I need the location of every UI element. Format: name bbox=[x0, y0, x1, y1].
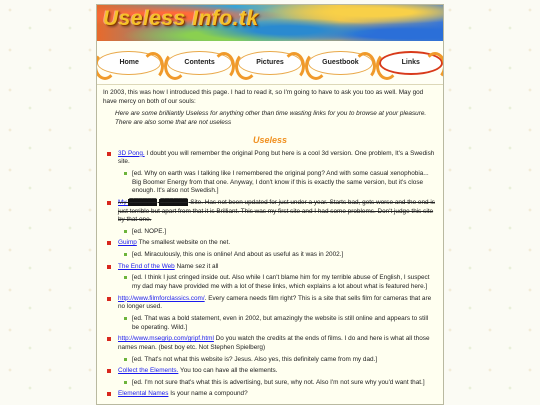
editor-note bbox=[124, 356, 437, 365]
sub-bullet-icon bbox=[124, 230, 127, 233]
nav-guestbook-button[interactable]: Guestbook bbox=[308, 51, 372, 75]
link-filmforclassics[interactable]: http://www.filmforclassics.com/ bbox=[118, 294, 205, 302]
sub-bullet-icon bbox=[124, 172, 127, 175]
redacted-block: ██████ bbox=[160, 198, 188, 206]
site-title: Useless Info.tk bbox=[103, 7, 259, 30]
link-end-of-web[interactable]: The End of the Web bbox=[118, 262, 175, 270]
link-3d-pong[interactable]: 3D Pong. bbox=[118, 149, 145, 157]
list-item-body bbox=[118, 390, 437, 399]
editor-note-text: [ed. Why on earth was I talking like I remembered the original pong? And with some casual xenophobia... Big Boomer Energy from that one. Anyway, I don't know if this is exactly the same version, but it's close enough. It's also not Swedish.] bbox=[132, 169, 429, 195]
sub-bullet-icon bbox=[124, 317, 127, 320]
list-item bbox=[107, 263, 437, 272]
list-item-text: Is your name a compound? bbox=[168, 390, 248, 398]
nav-home-button[interactable]: Home bbox=[97, 51, 161, 75]
list-item bbox=[107, 367, 437, 376]
list-item-body bbox=[118, 150, 437, 167]
main-nav bbox=[97, 41, 443, 85]
sub-bullet-icon bbox=[124, 276, 127, 279]
list-item-body bbox=[118, 239, 437, 248]
list-item-body bbox=[118, 295, 437, 312]
list-item-text: . Every camera needs film right? This is a site that sells film for cameras that are no longer used. bbox=[118, 294, 432, 311]
list-item-text: Do you watch the credits at the ends of films. I do and here is what all those names mean. (best boy etc. Not Stephen Spielberg) bbox=[118, 335, 430, 351]
bullet-icon bbox=[107, 297, 111, 301]
bullet-icon bbox=[107, 152, 111, 156]
main-content bbox=[97, 85, 443, 399]
sub-bullet-icon bbox=[124, 253, 127, 256]
list-item-body bbox=[118, 367, 437, 376]
list-item bbox=[107, 390, 437, 399]
link-my-site[interactable]: My bbox=[118, 198, 129, 206]
link-guimp[interactable]: Guimp bbox=[118, 239, 137, 247]
bullet-icon bbox=[107, 392, 111, 396]
intro-text: In 2003, this was how I introduced this page. I had to read it, so I'm going to have to ask you too as well. May god have mercy on both of our souls: bbox=[103, 89, 424, 105]
bullet-icon bbox=[107, 241, 111, 245]
list-item-body bbox=[118, 335, 437, 352]
list-item-text: You too can have all the elements. bbox=[178, 367, 278, 375]
list-item-text: The smallest website on the net. bbox=[136, 239, 231, 247]
sub-bullet-icon bbox=[124, 358, 127, 361]
list-item-body bbox=[118, 263, 437, 272]
list-item bbox=[107, 295, 437, 312]
page-container bbox=[96, 4, 444, 405]
editor-note-text: [ed. I think I just cringed inside out. Also while I can't blame him for my terrible abuse of English, I suspect my dad may have provided me with a lot of these links, which explains a lot about what is featured here.] bbox=[132, 274, 430, 291]
list-item-body bbox=[118, 199, 437, 225]
editor-note bbox=[124, 274, 437, 291]
list-item bbox=[107, 199, 437, 225]
list-item bbox=[107, 239, 437, 248]
list-item-text: I doubt you will remember the original Pong but here is a cool 3d version. One problem, It's a Swedish site. bbox=[118, 149, 435, 166]
editor-note bbox=[124, 170, 437, 196]
editor-note-text: [ed. I'm not sure that's what this is advertising, but sure, why not. Also I'm not sure why you'd want that.] bbox=[132, 378, 425, 386]
redacted-block: ██████ bbox=[129, 198, 157, 206]
sub-bullet-icon bbox=[124, 381, 127, 384]
link-collect-elements[interactable]: Collect the Elements. bbox=[118, 367, 179, 375]
link-msegrip[interactable]: http://www.msegrip.com/gripf.html bbox=[118, 335, 214, 343]
link-elemental-names[interactable]: Elemental Names bbox=[118, 390, 169, 398]
editor-note bbox=[124, 251, 437, 260]
section-title: Useless bbox=[252, 134, 288, 145]
editor-note-text: [ed. That was a bold statement, even in 2002, but amazingly the website is still online and appears to still be operating. Wild.] bbox=[132, 314, 429, 331]
bullet-icon bbox=[107, 265, 111, 269]
bullet-icon bbox=[107, 201, 111, 205]
list-item bbox=[107, 150, 437, 167]
editor-note-text: [ed. Miraculously, this one is online! And about as useful as it was in 2002.] bbox=[132, 251, 344, 259]
nav-contents-button[interactable]: Contents bbox=[167, 51, 231, 75]
list-item-text: Name sez it all bbox=[174, 262, 219, 270]
nav-pictures-button[interactable]: Pictures bbox=[238, 51, 302, 75]
editor-note bbox=[124, 228, 437, 237]
editor-note bbox=[124, 315, 437, 332]
editor-note-text: [ed. That's not what this website is? Jesus. Also yes, this definitely came from my dad.] bbox=[132, 355, 378, 363]
bullet-icon bbox=[107, 369, 111, 373]
list-item-text: Site. Has not been updated for just under a year. Starts bad, gets worse and the end is just terrible but apart from that it is Brilliant. This was my first site and I had some problems. Don't judge this site by that one. bbox=[118, 198, 435, 224]
editor-note bbox=[124, 379, 437, 388]
nav-links-button[interactable]: Links bbox=[379, 51, 443, 75]
intro-quote: Here are some brilliantly Useless for anything other than time wasting links for you to browse at your pleasure. There are also some that are not useless bbox=[115, 110, 427, 126]
bullet-icon bbox=[107, 337, 111, 341]
list-item bbox=[107, 335, 437, 352]
site-banner bbox=[97, 5, 443, 41]
editor-note-text: [ed. NOPE.] bbox=[132, 227, 167, 235]
